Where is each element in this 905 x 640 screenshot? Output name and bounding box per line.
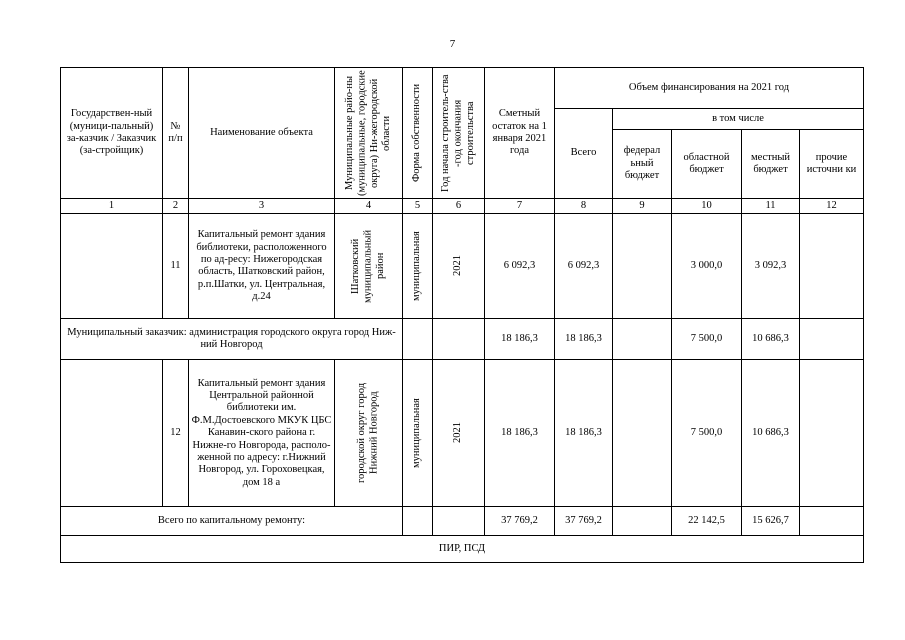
- row-district: Шатковский муниципальный район: [335, 214, 403, 319]
- section-pir-label: ПИР, ПСД: [61, 536, 864, 563]
- row-other: [800, 360, 864, 507]
- col-number: 9: [613, 199, 672, 214]
- header-regional: областной бюджет: [672, 130, 742, 199]
- row-object-name: Капитальный ремонт здания библиотеки, расположенного по ад-ресу: Нижегородская область, Шатковский район, р.п.Шатки, ул. Центральная, д.24: [189, 214, 335, 319]
- row-year: 2021: [433, 214, 485, 319]
- row-remainder: 6 092,3: [485, 214, 555, 319]
- row-customer: [61, 214, 163, 319]
- col-number: 12: [800, 199, 864, 214]
- page-number: 7: [449, 38, 456, 50]
- row-remainder: 18 186,3: [485, 360, 555, 507]
- municipal-customer-label: Муниципальный заказчик: администрация городского округа город Ниж-ний Новгород: [61, 319, 403, 360]
- row-local: 10 686,3: [742, 360, 800, 507]
- row-regional: 3 000,0: [672, 214, 742, 319]
- capital-repair-regional: 22 142,5: [672, 507, 742, 536]
- capital-repair-remainder: 37 769,2: [485, 507, 555, 536]
- column-numbers-row: [61, 199, 864, 214]
- municipal-remainder: 18 186,3: [485, 319, 555, 360]
- header-object-name: Наименование объекта: [189, 68, 335, 199]
- capital-repair-local: 15 626,7: [742, 507, 800, 536]
- header-funding-2021: Объем финансирования на 2021 год: [555, 68, 864, 109]
- row-district: городской округ город Нижний Новгород: [335, 360, 403, 507]
- row-federal: [613, 214, 672, 319]
- row-total: 18 186,3: [555, 360, 613, 507]
- header-num: № п/п: [163, 68, 189, 199]
- header-local: местный бюджет: [742, 130, 800, 199]
- row-ownership: муниципальная: [403, 214, 433, 319]
- municipal-customer-row: [61, 319, 864, 360]
- row-total: 6 092,3: [555, 214, 613, 319]
- col-number: 4: [335, 199, 403, 214]
- col-number: 5: [403, 199, 433, 214]
- row-num: 11: [163, 214, 189, 319]
- row-other: [800, 214, 864, 319]
- row-federal: [613, 360, 672, 507]
- row-customer: [61, 360, 163, 507]
- header-other: прочие источни ки: [800, 130, 864, 199]
- row-regional: 7 500,0: [672, 360, 742, 507]
- col-number: 3: [189, 199, 335, 214]
- municipal-regional: 7 500,0: [672, 319, 742, 360]
- header-customer: Государствен-ный (муници-пальный) за-казчик / Заказчик (за-стройщик): [61, 68, 163, 199]
- header-row-1: [61, 68, 864, 109]
- header-federal: федерал ьный бюджет: [613, 130, 672, 199]
- funding-table: [60, 67, 864, 563]
- row-year: 2021: [433, 360, 485, 507]
- header-years: Год начала строитель-ства -год окончания строительства: [433, 68, 485, 199]
- col-number: 2: [163, 199, 189, 214]
- table-row: [61, 214, 864, 319]
- row-object-name: Капитальный ремонт здания Центральной районной библиотеки им. Ф.М.Достоевского МКУК ЦБС Канавин-ского района г. Нижне-го Новгорода, располо-женной по адресу: г.Нижний Новгород, ул. Гороховецкая, дом 18 а: [189, 360, 335, 507]
- col-number: 7: [485, 199, 555, 214]
- capital-repair-total-row: [61, 507, 864, 536]
- header-ownership: Форма собственности: [403, 68, 433, 199]
- capital-repair-total-label: Всего по капитальному ремонту:: [61, 507, 403, 536]
- col-number: 6: [433, 199, 485, 214]
- header-including: в том числе: [613, 109, 864, 130]
- section-pir-row: [61, 536, 864, 563]
- header-districts: Муниципальные райо-ны (муниципальные, городские округа) Ни-жегородской области: [335, 68, 403, 199]
- col-number: 11: [742, 199, 800, 214]
- col-number: 8: [555, 199, 613, 214]
- header-estimate-remainder: Сметный остаток на 1 января 2021 года: [485, 68, 555, 199]
- header-total: Всего: [555, 109, 613, 199]
- row-ownership: муниципальная: [403, 360, 433, 507]
- municipal-local: 10 686,3: [742, 319, 800, 360]
- row-num: 12: [163, 360, 189, 507]
- capital-repair-total: 37 769,2: [555, 507, 613, 536]
- table-row: [61, 360, 864, 507]
- row-local: 3 092,3: [742, 214, 800, 319]
- col-number: 10: [672, 199, 742, 214]
- col-number: 1: [61, 199, 163, 214]
- municipal-total: 18 186,3: [555, 319, 613, 360]
